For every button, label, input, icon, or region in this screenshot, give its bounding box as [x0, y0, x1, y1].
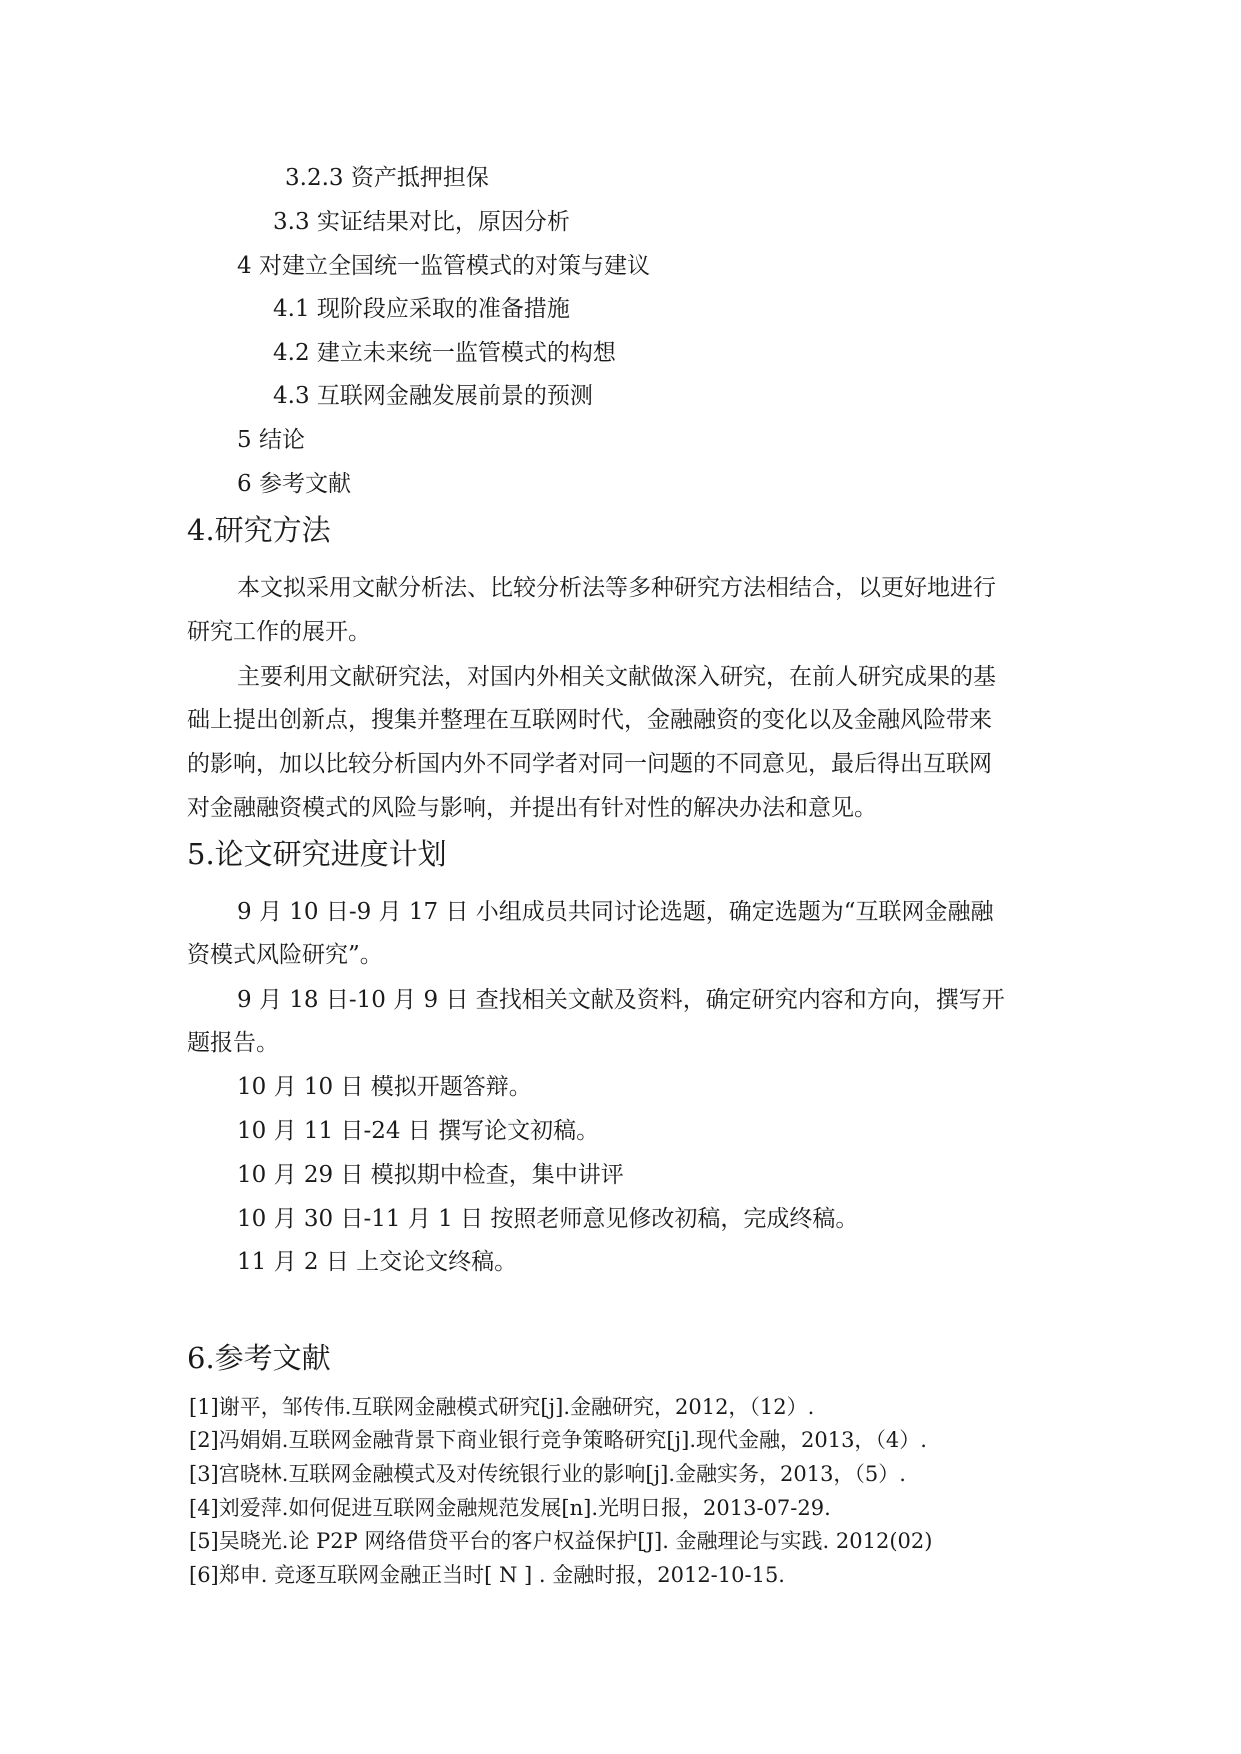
- schedule-line: 资模式风险研究”。: [187, 942, 383, 968]
- paragraph-line: 对金融融资模式的风险与影响，并提出有针对性的解决办法和意见。: [187, 795, 877, 821]
- section-heading-methods: 4.研究方法: [187, 513, 331, 547]
- paragraph-line: 的影响，加以比较分析国内外不同学者对同一问题的不同意见，最后得出互联网: [187, 751, 992, 777]
- reference-item: [4]刘爱萍.如何促进互联网金融规范发展[n].光明日报，2013-07-29.: [189, 1496, 831, 1520]
- reference-item: [5]吴晓光.论 P2P 网络借贷平台的客户权益保护[J]. 金融理论与实践. 2012(02): [189, 1529, 933, 1553]
- schedule-line: 10 月 30 日-11 月 1 日 按照老师意见修改初稿，完成终稿。: [237, 1206, 859, 1232]
- section-heading-references: 6.参考文献: [187, 1341, 331, 1375]
- schedule-line: 11 月 2 日 上交论文终稿。: [237, 1249, 518, 1275]
- outline-item: 4 对建立全国统一监管模式的对策与建议: [237, 253, 650, 279]
- paragraph-line: 研究工作的展开。: [187, 619, 371, 645]
- paragraph-line: 本文拟采用文献分析法、比较分析法等多种研究方法相结合，以更好地进行: [237, 575, 996, 601]
- reference-item: [3]宫晓林.互联网金融模式及对传统银行业的影响[j].金融实务，2013，（5）.: [189, 1462, 906, 1486]
- outline-item: 5 结论: [237, 427, 305, 453]
- schedule-line: 10 月 10 日 模拟开题答辩。: [237, 1074, 532, 1100]
- schedule-line: 9 月 18 日-10 月 9 日 查找相关文献及资料，确定研究内容和方向，撰写开: [237, 987, 1005, 1013]
- paragraph-line: 础上提出创新点，搜集并整理在互联网时代，金融融资的变化以及金融风险带来: [187, 707, 992, 733]
- outline-item: 3.3 实证结果对比，原因分析: [273, 209, 570, 235]
- reference-item: [6]郑申. 竞逐互联网金融正当时[ N ] . 金融时报，2012-10-15.: [189, 1563, 785, 1587]
- outline-item: 4.3 互联网金融发展前景的预测: [273, 383, 593, 409]
- schedule-line: 10 月 29 日 模拟期中检查，集中讲评: [237, 1162, 624, 1188]
- outline-item: 4.1 现阶段应采取的准备措施: [273, 296, 570, 322]
- schedule-line: 题报告。: [187, 1030, 279, 1056]
- section-heading-schedule: 5.论文研究进度计划: [187, 837, 447, 871]
- outline-item: 6 参考文献: [237, 471, 351, 497]
- schedule-line: 10 月 11 日-24 日 撰写论文初稿。: [237, 1118, 600, 1144]
- reference-item: [2]冯娟娟.互联网金融背景下商业银行竞争策略研究[j].现代金融，2013，（4）.: [189, 1428, 927, 1452]
- reference-item: [1]谢平，邹传伟.互联网金融模式研究[j].金融研究，2012，（12）.: [189, 1395, 815, 1419]
- outline-item: 4.2 建立未来统一监管模式的构想: [273, 340, 616, 366]
- paragraph-line: 主要利用文献研究法，对国内外相关文献做深入研究，在前人研究成果的基: [237, 664, 996, 690]
- schedule-line: 9 月 10 日-9 月 17 日 小组成员共同讨论选题，确定选题为“互联网金融融: [237, 899, 994, 925]
- outline-item: 3.2.3 资产抵押担保: [285, 165, 489, 191]
